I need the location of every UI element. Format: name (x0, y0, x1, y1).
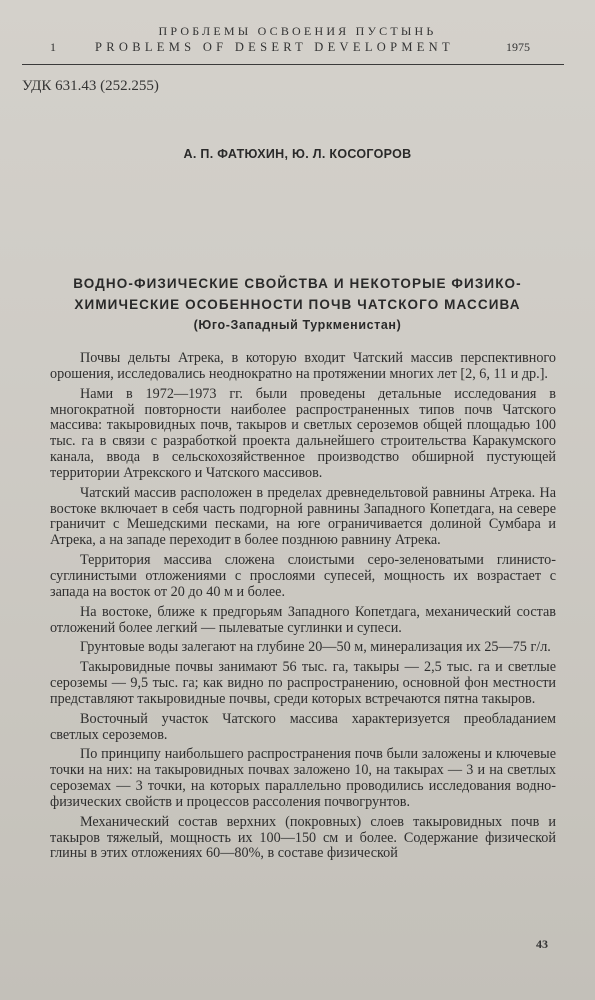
publication-year: 1975 (506, 40, 530, 54)
journal-title-en: PROBLEMS OF DESERT DEVELOPMENT (95, 40, 454, 54)
journal-title-ru: ПРОБЛЕМЫ ОСВОЕНИЯ ПУСТЫНЬ (158, 24, 437, 38)
paragraph: Механический состав верхних (покровных) слоев такыровидных почв и такыров тяжелый, мощность их 100—150 см и более. Содержание физической глины в этих отложениях 60—80%, в составе физической (50, 813, 556, 862)
udk-code: УДК 631.43 (252.255) (22, 78, 159, 94)
paragraph: По принципу наибольшего распространения почв были заложены и ключевые точки на них: на такыровидных почвах заложено 10, на такырах — 3 и на светлых сероземах — 3 точки, на которых параллельно проводились исследования водно-физических свойств и процессов рассоления почвогрунтов. (50, 746, 556, 810)
title-line-2: ХИМИЧЕСКИЕ ОСОБЕННОСТИ ПОЧВ ЧАТСКОГО МАССИВА (74, 297, 521, 312)
page-number: 43 (536, 937, 548, 951)
paragraph: Чатский массив расположен в пределах древнедельтовой равнины Атрека. На востоке включает в себя часть подгорной равнины Западного Копетдага, на севере граничит с Мешедскими песками, на юге ограничивается долиной Сумбара и Атрека, а на западе переходит в более позднюю равнину Атрека. (50, 484, 556, 549)
paragraph: Такыровидные почвы занимают 56 тыс. га, такыры — 2,5 тыс. га и светлые сероземы — 9,5 тыс. га; как видно по распространению, основной фон местности представляют такыровидные почвы, среди которых встречаются пятна такыров. (50, 659, 556, 707)
header-divider (22, 64, 564, 65)
paragraph: Нами в 1972—1973 гг. были проведены детальные исследования в многократной повторности наиболее распространенных типов почв Чатского массива: такыровидных почв, такыров и светлых сероземов общей площадью 100 тыс. га в связи с разработкой проекта дальнейшего строительства Каракумского канала, ввода в сельскохозяйственное производство обширной пустующей территории Атрекского и Чатского массивов. (50, 385, 556, 481)
paragraph: Восточный участок Чатского массива характеризуется преобладанием светлых сероземов. (50, 710, 556, 743)
article-title (0, 273, 595, 315)
article-body (50, 351, 556, 866)
paragraph: Почвы дельты Атрека, в которую входит Чатский массив перспективного орошения, исследовались неоднократно на протяжении многих лет [2, 6, 11 и др.]. (50, 350, 556, 382)
title-line-1: ВОДНО-ФИЗИЧЕСКИЕ СВОЙСТВА И НЕКОТОРЫЕ ФИЗИКО- (73, 276, 522, 291)
paragraph: Грунтовые воды залегают на глубине 20—50 м, минерализация их 25—75 г/л. (80, 639, 551, 656)
article-subtitle: (Юго-Западный Туркменистан) (193, 318, 402, 332)
paragraph: На востоке, ближе к предгорьям Западного Копетдага, механический состав отложений более легкий — пылеватые суглинки и супеси. (50, 603, 556, 636)
article-authors: А. П. ФАТЮХИН, Ю. Л. КОСОГОРОВ (183, 147, 412, 161)
issue-number: 1 (50, 40, 56, 54)
paragraph: Территория массива сложена слоистыми серо-зеленоватыми глинисто-суглинистыми отложениями с прослоями супесей, мощность их возрастает с запада на восток от 20 до 40 м и более. (50, 552, 556, 600)
